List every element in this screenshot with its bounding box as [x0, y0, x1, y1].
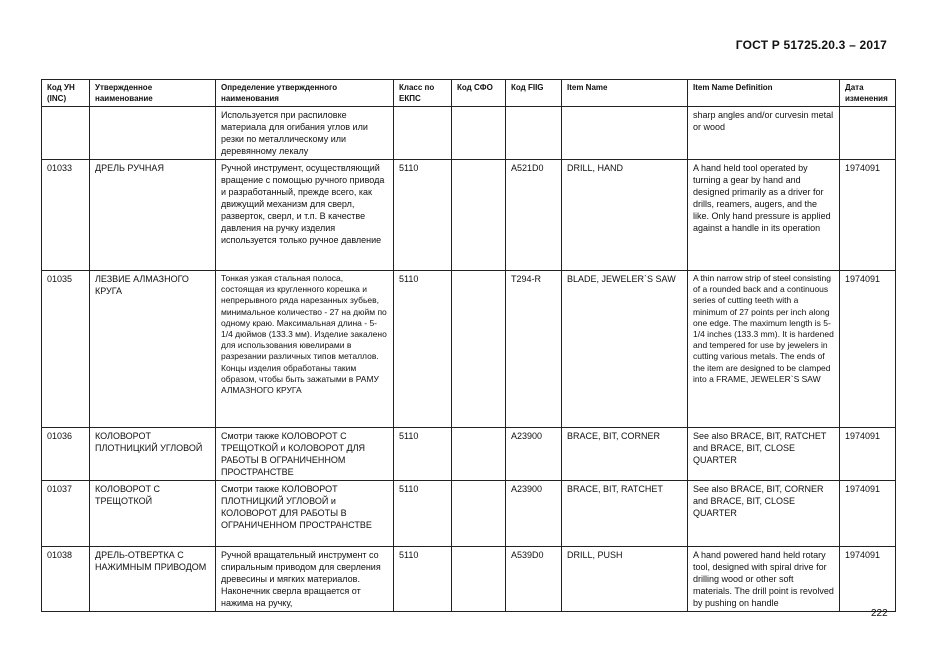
cell-date [840, 107, 896, 160]
cell-item-definition: A thin narrow strip of steel consisting of a rounded back and a continuous series of cutting teeth with a minimum of 27 points per inch along one edge. The maximum length is 5-1/4 inches (133.3 mm). It is hardened and tempered for use by jewelers in cutting various metals. The ends of the item are designed to be clamped into a FRAME, JEWELER`S SAW [688, 271, 840, 428]
cell-date: 1974091 [840, 481, 896, 547]
column-header-class: Класс по ЕКПС [394, 80, 452, 107]
cell-item-definition: A hand held tool operated by turning a gear by hand and designed primarily as a driver for drills, reamers, augers, and the like. Only hand pressure is applied against a handle in its operation [688, 160, 840, 271]
cell-code: 01035 [42, 271, 90, 428]
cell-item-name: DRILL, PUSH [562, 547, 688, 612]
cell-item-definition: sharp angles and/or curvesin metal or wood [688, 107, 840, 160]
cell-item-name: BRACE, BIT, RATCHET [562, 481, 688, 547]
cell-name: ДРЕЛЬ РУЧНАЯ [90, 160, 216, 271]
cell-date: 1974091 [840, 160, 896, 271]
cell-item-definition: See also BRACE, BIT, CORNER and BRACE, BIT, CLOSE QUARTER [688, 481, 840, 547]
column-header-sfo: Код СФО [452, 80, 506, 107]
cell-code: 01038 [42, 547, 90, 612]
cell-class: 5110 [394, 481, 452, 547]
cell-date: 1974091 [840, 271, 896, 428]
table-row [42, 481, 896, 547]
cell-date: 1974091 [840, 428, 896, 481]
column-header-code: Код УН (INC) [42, 80, 90, 107]
cell-class: 5110 [394, 428, 452, 481]
column-header-item-definition: Item Name Definition [688, 80, 840, 107]
cell-item-name: DRILL, HAND [562, 160, 688, 271]
column-header-date: Дата изменения [840, 80, 896, 107]
cell-definition: Ручной инструмент, осуществляющий вращение с помощью ручного привода и разработанный, прежде всего, как движущий механизм для сверл, разверток, сверл, и т.п. В качестве давления на ручку изделия используется только ручное давление [216, 160, 394, 271]
cell-sfo [452, 481, 506, 547]
cell-definition: Используется при распиловке материала для огибания углов или резки по металлическому или деревянному лекалу [216, 107, 394, 160]
cell-class: 5110 [394, 547, 452, 612]
cell-fiig: A23900 [506, 481, 562, 547]
document-header: ГОСТ Р 51725.20.3 – 2017 [735, 38, 887, 52]
cell-fiig: A23900 [506, 428, 562, 481]
table-row [42, 428, 896, 481]
cell-date: 1974091 [840, 547, 896, 612]
table-row [42, 547, 896, 612]
column-header-item-name: Item Name [562, 80, 688, 107]
column-header-fiig: Код FIIG [506, 80, 562, 107]
cell-item-name: BRACE, BIT, CORNER [562, 428, 688, 481]
cell-class: 5110 [394, 271, 452, 428]
cell-name: КОЛОВОРОТ С ТРЕЩОТКОЙ [90, 481, 216, 547]
cell-definition: Смотри также КОЛОВОРОТ ПЛОТНИЦКИЙ УГЛОВОЙ и КОЛОВОРОТ ДЛЯ РАБОТЫ В ОГРАНИЧЕННОМ ПРОСТРАНСТВЕ [216, 481, 394, 547]
table-row [42, 160, 896, 271]
cell-name [90, 107, 216, 160]
cell-code: 01036 [42, 428, 90, 481]
table-header-row [42, 80, 896, 107]
classification-table [41, 79, 896, 612]
cell-sfo [452, 547, 506, 612]
cell-name: КОЛОВОРОТ ПЛОТНИЦКИЙ УГЛОВОЙ [90, 428, 216, 481]
cell-item-definition: See also BRACE, BIT, RATCHET and BRACE, BIT, CLOSE QUARTER [688, 428, 840, 481]
cell-sfo [452, 160, 506, 271]
table-row [42, 271, 896, 428]
cell-sfo [452, 107, 506, 160]
cell-class [394, 107, 452, 160]
cell-fiig: A521D0 [506, 160, 562, 271]
cell-fiig: A539D0 [506, 547, 562, 612]
cell-name: ЛЕЗВИЕ АЛМАЗНОГО КРУГА [90, 271, 216, 428]
cell-definition: Ручной вращательный инструмент со спиральным приводом для сверления древесины и мягких материалов. Наконечник сверла вращается от нажима на ручку, [216, 547, 394, 612]
cell-item-definition: A hand powered hand held rotary tool, designed with spiral drive for drilling wood or other soft materials. The drill point is revolved by pushing on handle [688, 547, 840, 612]
cell-definition: Тонкая узкая стальная полоса, состоящая из кругленного корешка и непрерывного ряда нарезанных зубьев, минимальное количество - 27 на дюйм по одному краю. Максимальная длина - 5-1/4 дюймов (133.3 мм). Изделие закалено для использования ювелирами в разрезании различных типов металлов. Концы изделия обработаны таким образом, чтобы быть зажатыми в РАМУ АЛМАЗНОГО КРУГА [216, 271, 394, 428]
cell-code: 01037 [42, 481, 90, 547]
cell-name: ДРЕЛЬ-ОТВЕРТКА С НАЖИМНЫМ ПРИВОДОМ [90, 547, 216, 612]
cell-definition: Смотри также КОЛОВОРОТ С ТРЕЩОТКОЙ и КОЛОВОРОТ ДЛЯ РАБОТЫ В ОГРАНИЧЕННОМ ПРОСТРАНСТВЕ [216, 428, 394, 481]
column-header-definition: Определение утвержденного наименования [216, 80, 394, 107]
cell-code: 01033 [42, 160, 90, 271]
page-number: 222 [871, 608, 888, 619]
cell-item-name: BLADE, JEWELER`S SAW [562, 271, 688, 428]
table-row [42, 107, 896, 160]
cell-fiig: T294-R [506, 271, 562, 428]
cell-class: 5110 [394, 160, 452, 271]
column-header-name: Утвержденное наименование [90, 80, 216, 107]
cell-fiig [506, 107, 562, 160]
cell-item-name [562, 107, 688, 160]
cell-code [42, 107, 90, 160]
cell-sfo [452, 428, 506, 481]
cell-sfo [452, 271, 506, 428]
